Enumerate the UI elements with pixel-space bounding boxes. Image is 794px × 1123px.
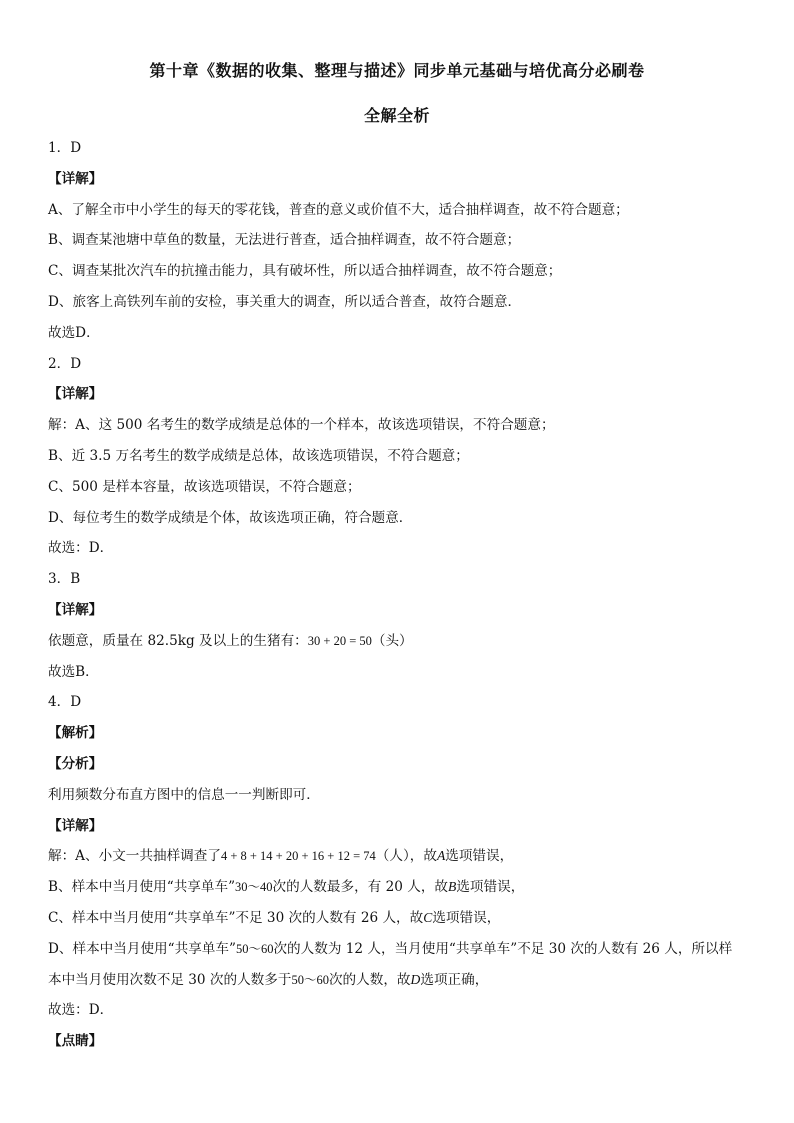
- page-subtitle: 全解全析: [363, 106, 430, 125]
- q4-a-end: 选项错误，: [445, 848, 514, 865]
- q2-option-c: C、500 是样本容量，故该选项错误，不符合题意；: [48, 478, 361, 495]
- q4-analysis-tag: 【分析】: [48, 755, 103, 772]
- q3-number: 3．B: [48, 571, 81, 588]
- q4-explain-tag: 【解析】: [48, 725, 103, 742]
- page-title: 第十章《数据的收集、整理与描述》同步单元基础与培优高分必刷卷: [149, 61, 645, 80]
- q2-conclusion: 故选：D．: [48, 540, 114, 557]
- q4-b-letter: B: [448, 879, 457, 895]
- q4-detail-tag: 【详解】: [48, 817, 103, 834]
- q2-number: 2．D: [48, 355, 82, 372]
- q1-number: 1．D: [48, 140, 82, 156]
- q4-remark-tag: 【点睛】: [48, 1033, 103, 1050]
- q4-b-end: 选项错误，: [456, 879, 525, 896]
- q4-option-b: [48, 872, 748, 903]
- q4-b-post: 次的人数最多，有 20 人，故: [272, 879, 449, 896]
- q4-a-post: （人），故: [375, 848, 437, 865]
- q4-a-letter: A: [436, 848, 446, 864]
- q4-option-a: [48, 841, 748, 872]
- q4-d2-letter: D: [410, 971, 421, 987]
- q3-formula: 30 + 20 = 50: [307, 633, 372, 648]
- q1-option-b: B、调查某池塘中草鱼的数量，无法进行普查，适合抽样调查，故不符合题意；: [48, 232, 521, 249]
- q3-conclusion: 故选B．: [48, 663, 99, 680]
- q4-d2-end: 选项正确，: [420, 971, 489, 988]
- q3-detail-tag: 【详解】: [48, 601, 103, 618]
- q3-text: 依题意，质量在 82.5kg 及以上的生猪有：: [48, 632, 308, 649]
- q3-unit: （头）: [371, 632, 413, 649]
- q1-option-c: C、调查某批次汽车的抗撞击能力，具有破坏性，所以适合抽样调查，故不符合题意；: [48, 263, 562, 280]
- q4-conclusion: 故选：D．: [48, 1002, 114, 1019]
- q2-option-d: D、每位考生的数学成绩是个体，故该选项正确，符合题意．: [48, 509, 413, 526]
- q1-option-d: D、旅客上高铁列车前的安检，事关重大的调查，所以适合普查，故符合题意．: [48, 293, 522, 310]
- q4-d-formula: 50～60: [235, 941, 274, 956]
- q1-conclusion: 故选D．: [48, 324, 100, 341]
- q2-detail-tag: 【详解】: [48, 386, 103, 403]
- q1-detail-tag: 【详解】: [48, 170, 103, 187]
- q4-d2-text: 本中当月使用次数不足 30 次的人数多于: [48, 971, 292, 988]
- q4-option-d: [48, 934, 748, 965]
- answer-body: [48, 133, 748, 1057]
- q4-option-c: [48, 903, 748, 934]
- q4-b-formula: 30～40: [235, 880, 273, 895]
- q4-c-text: C、样本中当月使用“共享单车”不足 30 次的人数有 26 人，故: [48, 909, 424, 926]
- q4-analysis: 利用频数分布直方图中的信息一一判断即可．: [48, 786, 320, 803]
- q3-text-line: [48, 626, 748, 657]
- q4-number: 4．D: [48, 694, 82, 711]
- q1-option-a: A、了解全市中小学生的每天的零花钱，普查的意义或价值不大，适合抽样调查，故不符合题意；: [48, 201, 629, 218]
- q4-c-letter: C: [423, 909, 433, 925]
- q4-d-post: 次的人数为 12 人，当月使用“共享单车”不足 30 次的人数有 26 人，所以样: [273, 940, 733, 957]
- q4-b-text: B、样本中当月使用“共享单车”: [48, 879, 236, 896]
- q4-d2-post: 次的人数，故: [328, 971, 411, 988]
- q2-option-b: B、近 3.5 万名考生的数学成绩是总体，故该选项错误，不符合题意；: [48, 447, 469, 464]
- q4-option-d-cont: [48, 965, 748, 996]
- q2-option-a: 解：A、这 500 名考生的数学成绩是总体的一个样本，故该选项错误，不符合题意；: [48, 417, 555, 434]
- q4-c-end: 选项错误，: [432, 909, 501, 926]
- q4-a-formula: 4 + 8 + 14 + 20 + 16 + 12 = 74: [220, 849, 376, 864]
- q4-a-text: 解：A、小文一共抽样调查了: [48, 848, 221, 865]
- q4-d-text: D、样本中当月使用“共享单车”: [48, 940, 236, 957]
- q4-d2-formula: 50～60: [291, 972, 329, 987]
